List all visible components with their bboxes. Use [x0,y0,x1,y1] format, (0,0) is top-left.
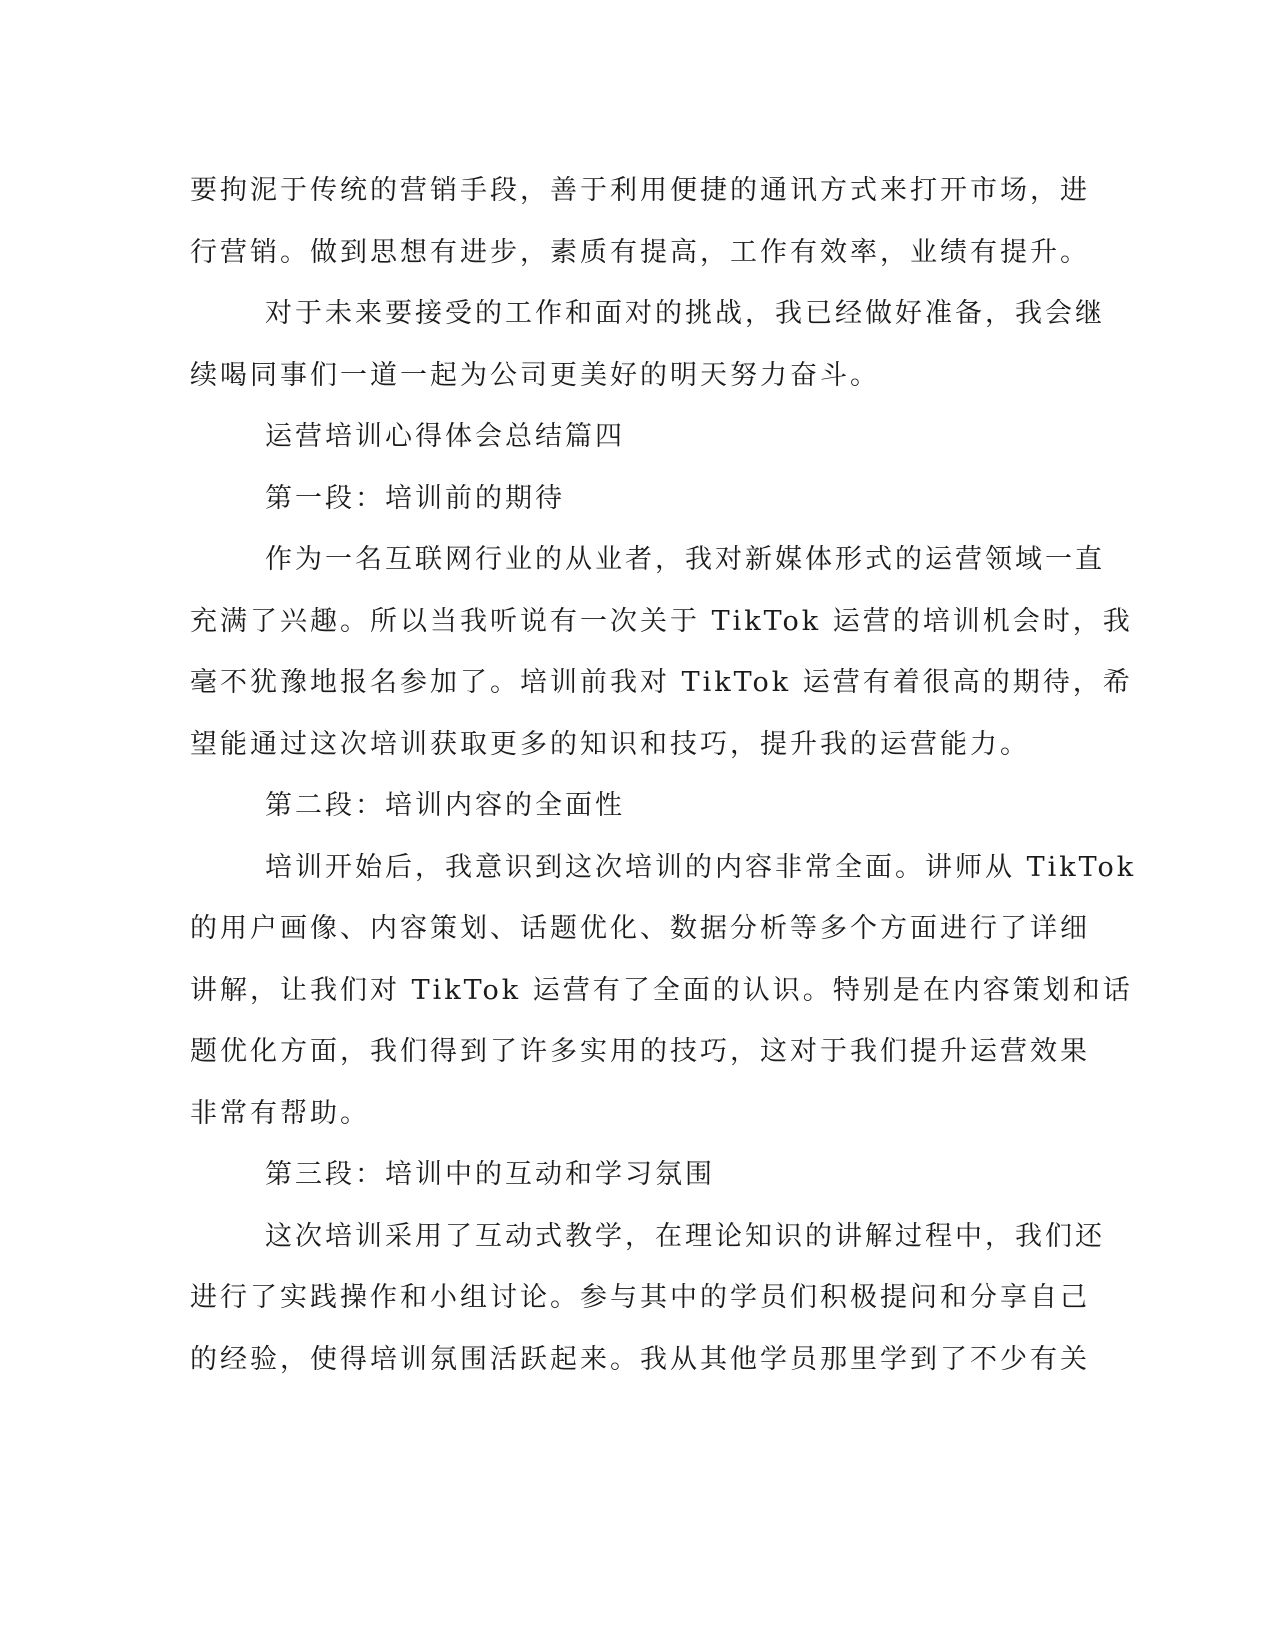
section-heading: 第三段：培训中的互动和学习氛围 [265,1159,715,1190]
text-line: 讲解，让我们对 TikTok 运营有了全面的认识。特别是在内容策划和话 [190,974,1133,1006]
text-line: 进行了实践操作和小组讨论。参与其中的学员们积极提问和分享自己 [190,1282,1090,1313]
text-line: 题优化方面，我们得到了许多实用的技巧，这对于我们提升运营效果 [190,1036,1090,1067]
text-line: 毫不犹豫地报名参加了。培训前我对 TikTok 运营有着很高的期待，希 [190,667,1133,698]
section-heading: 第一段：培训前的期待 [265,482,565,514]
text-line: 续喝同事们一道一起为公司更美好的明天努力奋斗。 [190,359,880,391]
section-heading: 第二段：培训内容的全面性 [265,790,625,821]
text-line: 行营销。做到思想有进步，素质有提高，工作有效率，业绩有提升。 [190,236,1090,268]
text-line: 对于未来要接受的工作和面对的挑战，我已经做好准备，我会继 [265,298,1105,329]
document-body [190,160,1137,1390]
text-line: 的经验，使得培训氛围活跃起来。我从其他学员那里学到了不少有关 [190,1343,1090,1375]
text-line: 作为一名互联网行业的从业者，我对新媒体形式的运营领域一直 [265,544,1105,575]
section-title: 运营培训心得体会总结篇四 [265,421,625,452]
text-line: 非常有帮助。 [190,1097,370,1129]
text-line: 要拘泥于传统的营销手段，善于利用便捷的通讯方式来打开市场，进 [190,175,1090,206]
text-line: 这次培训采用了互动式教学，在理论知识的讲解过程中，我们还 [265,1220,1105,1252]
text-line: 望能通过这次培训获取更多的知识和技巧，提升我的运营能力。 [190,728,1030,760]
text-line: 培训开始后，我意识到这次培训的内容非常全面。讲师从 TikTok [265,851,1137,883]
text-line: 的用户画像、内容策划、话题优化、数据分析等多个方面进行了详细 [190,913,1090,944]
text-line: 充满了兴趣。所以当我听说有一次关于 TikTok 运营的培训机会时，我 [190,605,1133,637]
